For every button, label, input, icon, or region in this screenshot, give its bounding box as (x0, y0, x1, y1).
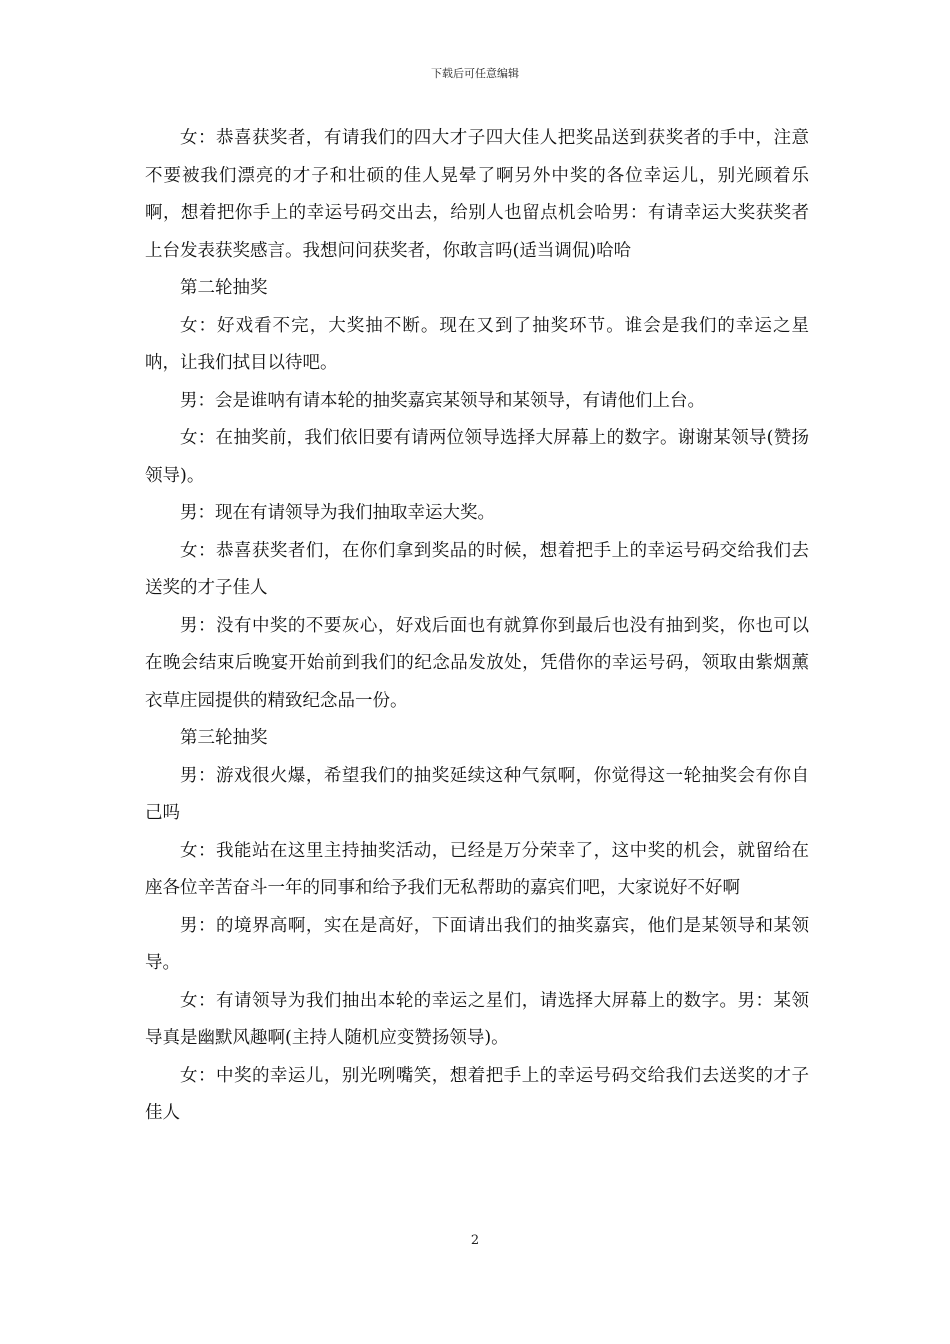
paragraph-8: 男：没有中奖的不要灰心，好戏后面也有就算你到最后也没有抽到奖，你也可以在晚会结束后晚宴开始前到我们的纪念品发放处，凭借你的幸运号码，领取由紫烟薰衣草庄园提供的精致纪念品一份。 (145, 615, 809, 711)
paragraph-7: 女：恭喜获奖者们，在你们拿到奖品的时候，想着把手上的幸运号码交给我们去送奖的才子佳人 (145, 540, 809, 598)
paragraph-14: 女：中奖的幸运儿，别光咧嘴笑，想着把手上的幸运号码交给我们去送奖的才子佳人 (145, 1065, 809, 1123)
section-heading-round-3: 第三轮抽奖 (180, 728, 268, 748)
paragraph-3: 女：好戏看不完，大奖抽不断。现在又到了抽奖环节。谁会是我们的幸运之星呐，让我们拭目以待吧。 (145, 315, 809, 373)
paragraph-13: 女：有请领导为我们抽出本轮的幸运之星们，请选择大屏幕上的数字。男：某领导真是幽默风趣啊(主持人随机应变赞扬领导)。 (145, 990, 809, 1048)
document-body (145, 120, 809, 1133)
page-header: 下载后可任意编辑 (431, 67, 519, 80)
paragraph-5: 女：在抽奖前，我们依旧要有请两位领导选择大屏幕上的数字。谢谢某领导(赞扬领导)。 (145, 428, 809, 486)
paragraph-12: 男：的境界高啊，实在是高好，下面请出我们的抽奖嘉宾，他们是某领导和某领导。 (145, 915, 809, 973)
page-number: 2 (470, 1233, 480, 1248)
paragraph-4: 男：会是谁呐有请本轮的抽奖嘉宾某领导和某领导，有请他们上台。 (180, 390, 705, 411)
paragraph-6: 男：现在有请领导为我们抽取幸运大奖。 (180, 503, 495, 523)
paragraph-10: 男：游戏很火爆，希望我们的抽奖延续这种气氛啊，你觉得这一轮抽奖会有你自己吗 (145, 765, 809, 823)
paragraph-11: 女：我能站在这里主持抽奖活动，已经是万分荣幸了，这中奖的机会，就留给在座各位辛苦奋斗一年的同事和给予我们无私帮助的嘉宾们吧，大家说好不好啊 (145, 840, 809, 898)
paragraph-1: 女：恭喜获奖者，有请我们的四大才子四大佳人把奖品送到获奖者的手中，注意不要被我们漂亮的才子和壮硕的佳人晃晕了啊另外中奖的各位幸运儿，别光顾着乐啊，想着把你手上的幸运号码交出去，给别人也留点机会哈男：有请幸运大奖获奖者上台发表获奖感言。我想问问获奖者，你敢言吗(适当调侃)哈哈 (145, 128, 809, 261)
section-heading-round-2: 第二轮抽奖 (180, 278, 268, 298)
